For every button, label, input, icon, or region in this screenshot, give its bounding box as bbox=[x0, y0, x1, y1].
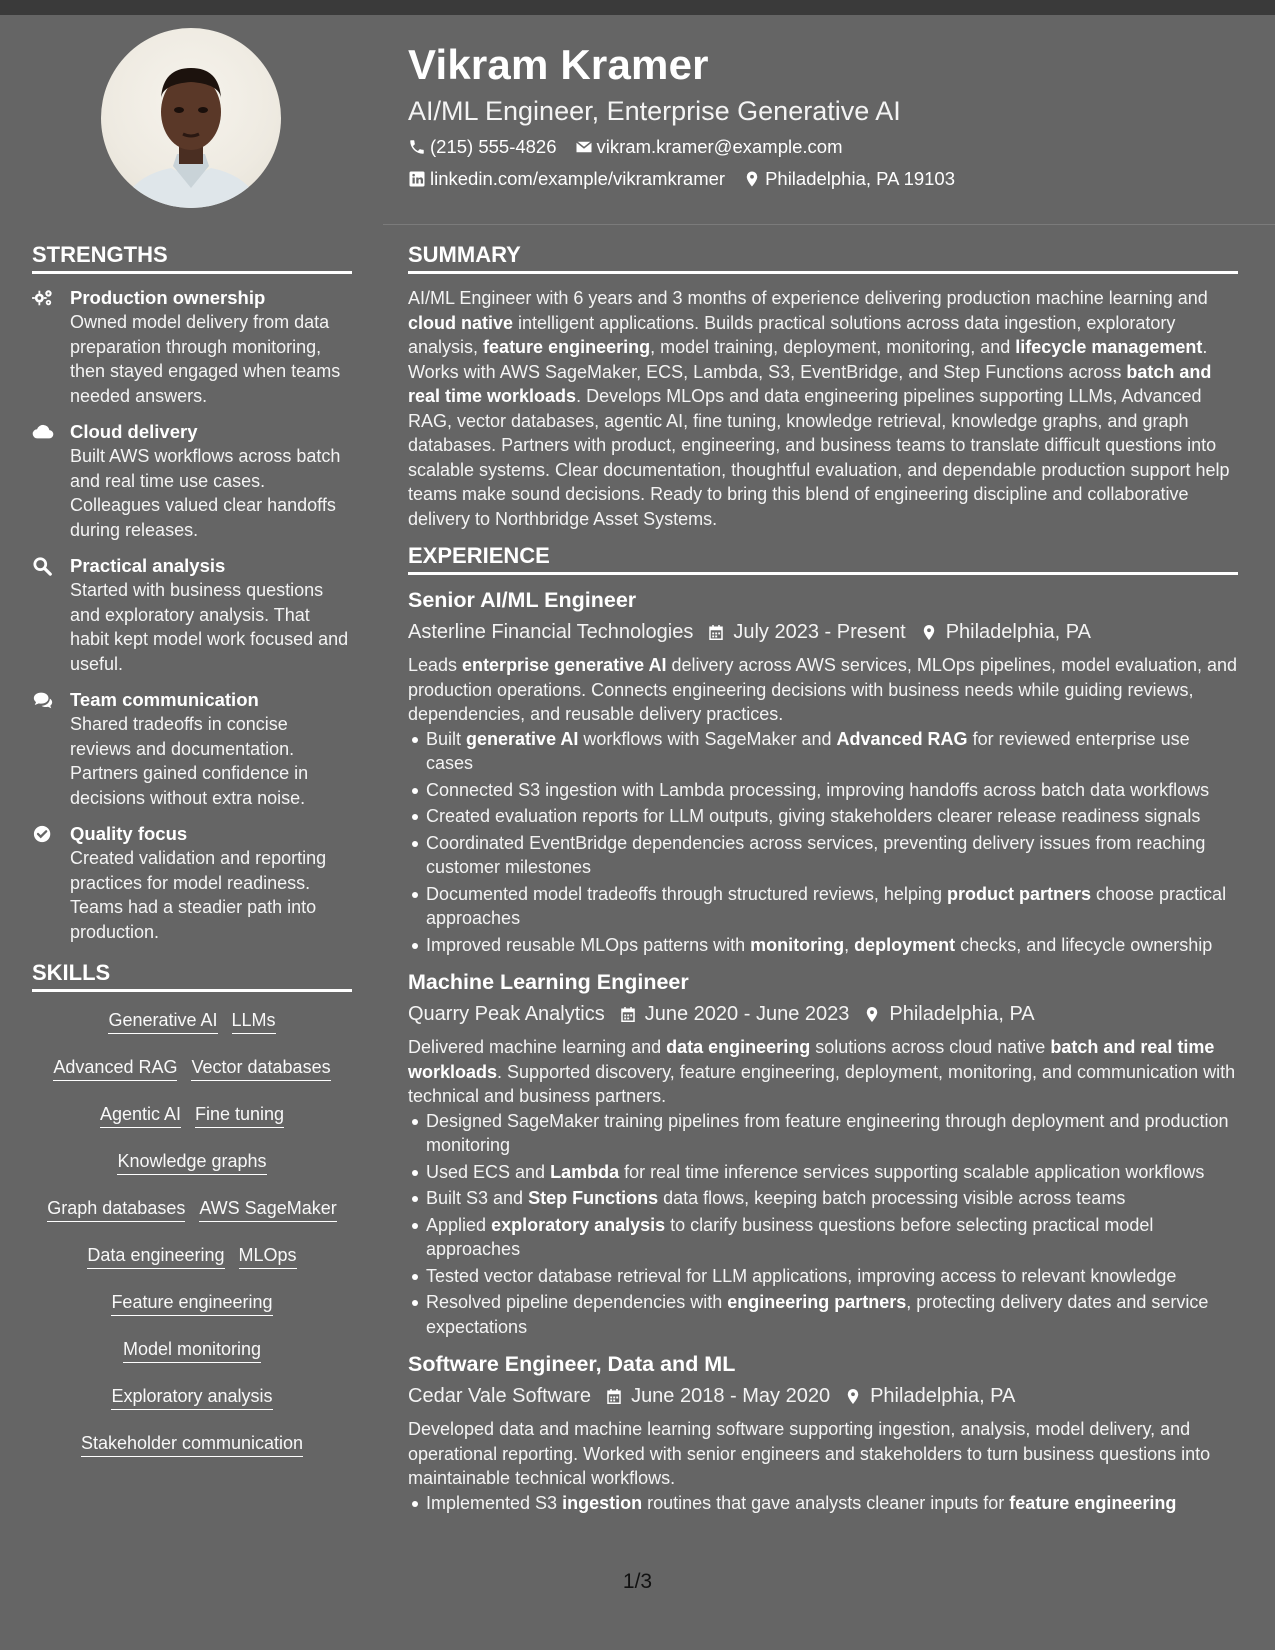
map-pin-icon bbox=[743, 170, 761, 188]
page-indicator: 1/3 bbox=[622, 1570, 653, 1593]
skill-row bbox=[32, 1431, 352, 1457]
company-name: Quarry Peak Analytics bbox=[408, 1003, 605, 1025]
strength-description: Started with business questions and exploratory analysis. That habit kept model work focused and useful. bbox=[70, 580, 349, 674]
job-dates: July 2023 - Present bbox=[733, 621, 906, 643]
text-segment: Documented model tradeoffs through structured reviews, helping bbox=[426, 883, 947, 904]
skill-tag: Knowledge graphs bbox=[117, 1149, 266, 1175]
text-segment: Built bbox=[426, 728, 467, 749]
job-location: Philadelphia, PA bbox=[889, 1003, 1035, 1025]
bullet-item bbox=[426, 1160, 1238, 1185]
map-pin-icon bbox=[863, 1005, 881, 1024]
header-divider bbox=[383, 224, 1275, 225]
text-segment: data flows, keeping batch processing visible across teams bbox=[658, 1188, 1126, 1208]
text-segment: checks, and lifecycle ownership bbox=[955, 934, 1213, 955]
summary-text bbox=[408, 286, 1238, 531]
emphasis-text: cloud native bbox=[408, 312, 514, 333]
calendar-icon bbox=[605, 1387, 623, 1406]
job-dates: June 2018 - May 2020 bbox=[631, 1385, 831, 1407]
skills-heading: SKILLS bbox=[32, 960, 352, 992]
skill-tag: Model monitoring bbox=[123, 1337, 261, 1363]
text-segment: , protecting delivery dates and service expectations bbox=[426, 1292, 1209, 1337]
emphasis-text: batch and real time workloads bbox=[408, 1037, 1215, 1082]
skill-row bbox=[32, 1149, 352, 1175]
skill-row bbox=[32, 1243, 352, 1269]
text-segment: Applied bbox=[426, 1214, 492, 1235]
job-entry bbox=[408, 969, 1238, 1339]
strength-description: Owned model delivery from data preparation through monitoring, then stayed engaged when teams needed answers. bbox=[70, 312, 341, 406]
strength-text bbox=[70, 822, 352, 944]
left-column bbox=[32, 242, 352, 1478]
job-title: Machine Learning Engineer bbox=[408, 970, 689, 994]
skill-tag: LLMs bbox=[232, 1008, 276, 1034]
job-meta bbox=[408, 1001, 1238, 1027]
job-title: Senior AI/ML Engineer bbox=[408, 588, 637, 612]
bullet-item bbox=[426, 1213, 1238, 1262]
text-segment: Coordinated EventBridge dependencies across services, preventing delivery issues from reaching customer milestones bbox=[426, 832, 1206, 877]
right-column bbox=[408, 242, 1238, 1527]
skill-row bbox=[32, 1337, 352, 1363]
email-text: vikram.kramer@example.com bbox=[596, 136, 843, 157]
skill-tag: Exploratory analysis bbox=[111, 1384, 272, 1410]
skill-tag: Data engineering bbox=[87, 1243, 224, 1269]
text-segment: intelligent applications. Builds practical solutions across data ingestion, exploratory analysis, bbox=[408, 312, 1176, 357]
strength-item bbox=[32, 822, 352, 944]
skill-row bbox=[32, 1008, 352, 1034]
job-title: Software Engineer, Data and ML bbox=[408, 1352, 736, 1376]
search-icon bbox=[32, 554, 70, 676]
bullet-item bbox=[426, 882, 1238, 931]
text-segment: Developed data and machine learning software supporting ingestion, analysis, model delivery, and operational reporting. Worked with senior engineers and stakeholders to turn business questions into maintainable technical workflows. bbox=[408, 1419, 1211, 1488]
skill-tag: Fine tuning bbox=[195, 1102, 284, 1128]
skill-tag: MLOps bbox=[239, 1243, 297, 1269]
strength-item bbox=[32, 420, 352, 542]
strength-text bbox=[70, 688, 352, 810]
text-segment: for reviewed enterprise use cases bbox=[426, 728, 1190, 773]
job-location: Philadelphia, PA bbox=[945, 621, 1091, 643]
company-name: Cedar Vale Software bbox=[408, 1385, 592, 1407]
strength-description: Built AWS workflows across batch and real time use cases. Colleagues valued clear handoffs during releases. bbox=[70, 446, 341, 540]
strength-description: Shared tradeoffs in concise reviews and documentation. Partners gained confidence in decisions without extra noise. bbox=[70, 714, 309, 808]
text-segment: Improved reusable MLOps patterns with bbox=[426, 934, 751, 955]
skill-tag: Feature engineering bbox=[111, 1290, 272, 1316]
location-contact bbox=[743, 168, 955, 190]
bullet-item bbox=[426, 1264, 1238, 1289]
experience-list bbox=[408, 587, 1238, 1515]
job-bullets bbox=[408, 1491, 1238, 1516]
bullet-item bbox=[426, 1186, 1238, 1211]
text-segment: Used ECS and bbox=[426, 1161, 551, 1182]
skill-tag: Agentic AI bbox=[100, 1102, 181, 1128]
text-segment: solutions across cloud native bbox=[810, 1037, 1051, 1057]
emphasis-text: exploratory analysis bbox=[491, 1214, 666, 1235]
check-circle-icon bbox=[32, 822, 70, 944]
skill-row bbox=[32, 1384, 352, 1410]
calendar-icon bbox=[619, 1005, 637, 1024]
strength-item bbox=[32, 286, 352, 408]
location-text: Philadelphia, PA 19103 bbox=[765, 168, 956, 189]
gears-icon bbox=[32, 286, 70, 408]
text-segment: to clarify business questions before selecting practical model approaches bbox=[426, 1214, 1154, 1259]
skill-row bbox=[32, 1102, 352, 1128]
emphasis-text: feature engineering bbox=[483, 337, 651, 357]
job-description bbox=[408, 653, 1238, 727]
resume-header bbox=[408, 40, 1228, 190]
bullet-item bbox=[426, 1290, 1238, 1339]
emphasis-text: deployment bbox=[854, 934, 956, 955]
strength-title: Quality focus bbox=[70, 823, 188, 844]
text-segment: Tested vector database retrieval for LLM applications, improving access to relevant knowledge bbox=[426, 1265, 1177, 1286]
strength-title: Practical analysis bbox=[70, 555, 226, 576]
bullet-item bbox=[426, 831, 1238, 880]
map-pin-icon bbox=[844, 1387, 862, 1406]
text-segment: choose practical approaches bbox=[426, 883, 1227, 928]
job-dates: June 2020 - June 2023 bbox=[644, 1003, 850, 1025]
text-segment: Implemented S3 bbox=[426, 1492, 563, 1513]
text-segment: Designed SageMaker training pipelines from feature engineering through deployment and production monitoring bbox=[426, 1110, 1229, 1155]
skill-tag: Graph databases bbox=[47, 1196, 185, 1222]
text-segment: , model training, deployment, monitoring, and bbox=[650, 337, 1016, 357]
text-segment: . Develops MLOps and data engineering pipelines supporting LLMs, Advanced RAG, vector databases, agentic AI, fine tuning, knowledge retrieval, knowledge graphs, and graph databases. Partners with product, engineering, and business teams to translate difficult questions into scalable systems. Clear documentation, thoughtful evaluation, and dependable production support help teams make sound decisions. Ready to bring this blend of engineering discipline and collaborative delivery to Northbridge Asset Systems. bbox=[408, 386, 1230, 529]
job-location: Philadelphia, PA bbox=[870, 1385, 1016, 1407]
contact-row-2 bbox=[408, 168, 1228, 190]
job-entry bbox=[408, 587, 1238, 957]
emphasis-text: ingestion bbox=[562, 1492, 643, 1513]
bullet-item bbox=[426, 1491, 1238, 1516]
skill-tag: Stakeholder communication bbox=[81, 1431, 303, 1457]
text-segment: Created evaluation reports for LLM outputs, giving stakeholders clearer release readiness signals bbox=[426, 806, 1201, 826]
job-description bbox=[408, 1417, 1238, 1491]
emphasis-text: engineering partners bbox=[727, 1292, 907, 1312]
job-bullets bbox=[408, 1109, 1238, 1340]
emphasis-text: batch and real time workloads bbox=[408, 361, 1212, 406]
strength-title: Cloud delivery bbox=[70, 421, 198, 442]
emphasis-text: Lambda bbox=[550, 1161, 620, 1182]
strength-title: Production ownership bbox=[70, 287, 266, 308]
strength-text bbox=[70, 554, 352, 676]
strength-item bbox=[32, 688, 352, 810]
skill-tag: Vector databases bbox=[191, 1055, 330, 1081]
bullet-item bbox=[426, 933, 1238, 958]
cloud-icon bbox=[32, 420, 70, 542]
skill-row bbox=[32, 1055, 352, 1081]
skill-tag: Advanced RAG bbox=[53, 1055, 177, 1081]
top-bar bbox=[0, 0, 1275, 15]
strength-item bbox=[32, 554, 352, 676]
emphasis-text: Advanced RAG bbox=[836, 728, 968, 749]
skill-tag: AWS SageMaker bbox=[199, 1196, 336, 1222]
company-name: Asterline Financial Technologies bbox=[408, 621, 694, 643]
text-segment: Connected S3 ingestion with Lambda processing, improving handoffs across batch data workflows bbox=[426, 779, 1210, 800]
job-meta bbox=[408, 619, 1238, 645]
bullet-item bbox=[426, 804, 1238, 829]
job-entry bbox=[408, 1351, 1238, 1515]
job-bullets bbox=[408, 727, 1238, 958]
text-segment: workflows with SageMaker and bbox=[578, 728, 837, 749]
skill-row bbox=[32, 1290, 352, 1316]
linkedin-contact[interactable] bbox=[408, 168, 725, 190]
bullet-item bbox=[426, 727, 1238, 776]
phone-icon bbox=[408, 138, 426, 156]
profile-photo bbox=[101, 28, 281, 208]
strength-text bbox=[70, 420, 352, 542]
text-segment: . Works with AWS SageMaker, ECS, Lambda, S3, EventBridge, and Step Functions across bbox=[408, 337, 1208, 382]
strength-description: Created validation and reporting practices for model readiness. Teams had a steadier path into production. bbox=[70, 848, 327, 942]
skill-tag: Generative AI bbox=[108, 1008, 217, 1034]
envelope-icon bbox=[575, 138, 593, 156]
calendar-icon bbox=[707, 623, 725, 642]
experience-heading: EXPERIENCE bbox=[408, 543, 1238, 575]
strengths-list bbox=[32, 286, 352, 944]
candidate-name: Vikram Kramer bbox=[408, 41, 709, 88]
text-segment: routines that gave analysts cleaner inputs for bbox=[642, 1492, 1010, 1513]
phone-contact[interactable] bbox=[408, 136, 557, 158]
text-segment: . Supported discovery, feature engineering, deployment, monitoring, and communication with technical and business partners. bbox=[408, 1061, 1236, 1106]
emphasis-text: lifecycle management bbox=[1015, 337, 1203, 357]
text-segment: AI/ML Engineer with 6 years and 3 months of experience delivering production machine learning and bbox=[408, 288, 1208, 308]
text-segment: for real time inference services supporting scalable application workflows bbox=[619, 1161, 1205, 1182]
strength-title: Team communication bbox=[70, 689, 259, 710]
emphasis-text: feature engineering bbox=[1009, 1492, 1177, 1513]
emphasis-text: Step Functions bbox=[528, 1188, 659, 1208]
strengths-heading: STRENGTHS bbox=[32, 242, 352, 274]
strength-text bbox=[70, 286, 352, 408]
emphasis-text: product partners bbox=[946, 883, 1091, 904]
phone-text: (215) 555-4826 bbox=[430, 136, 557, 157]
job-description bbox=[408, 1035, 1238, 1109]
bullet-item bbox=[426, 1109, 1238, 1158]
job-meta bbox=[408, 1383, 1238, 1409]
summary-heading: SUMMARY bbox=[408, 242, 1238, 274]
linkedin-icon bbox=[408, 170, 426, 188]
text-segment: Built S3 and bbox=[426, 1188, 529, 1208]
text-segment: delivery across AWS services, MLOps pipelines, model evaluation, and production operations. Connects engineering decisions with business needs while guiding reviews, dependencies, and reusable delivery practices. bbox=[408, 655, 1238, 724]
text-segment: , bbox=[844, 934, 855, 955]
skills-list bbox=[32, 1004, 352, 1457]
text-segment: Delivered machine learning and bbox=[408, 1037, 667, 1057]
text-segment: Resolved pipeline dependencies with bbox=[426, 1292, 728, 1312]
map-pin-icon bbox=[920, 623, 938, 642]
emphasis-text: monitoring bbox=[750, 934, 845, 955]
emphasis-text: enterprise generative AI bbox=[462, 655, 667, 675]
contact-row-1 bbox=[408, 136, 1228, 158]
bullet-item bbox=[426, 778, 1238, 803]
linkedin-text: linkedin.com/example/vikramkramer bbox=[430, 168, 726, 189]
candidate-headline: AI/ML Engineer, Enterprise Generative AI bbox=[408, 96, 901, 126]
emphasis-text: data engineering bbox=[666, 1037, 811, 1057]
comments-icon bbox=[32, 688, 70, 810]
email-contact[interactable] bbox=[575, 136, 843, 158]
emphasis-text: generative AI bbox=[466, 728, 579, 749]
skill-row bbox=[32, 1196, 352, 1222]
text-segment: Leads bbox=[408, 655, 463, 675]
